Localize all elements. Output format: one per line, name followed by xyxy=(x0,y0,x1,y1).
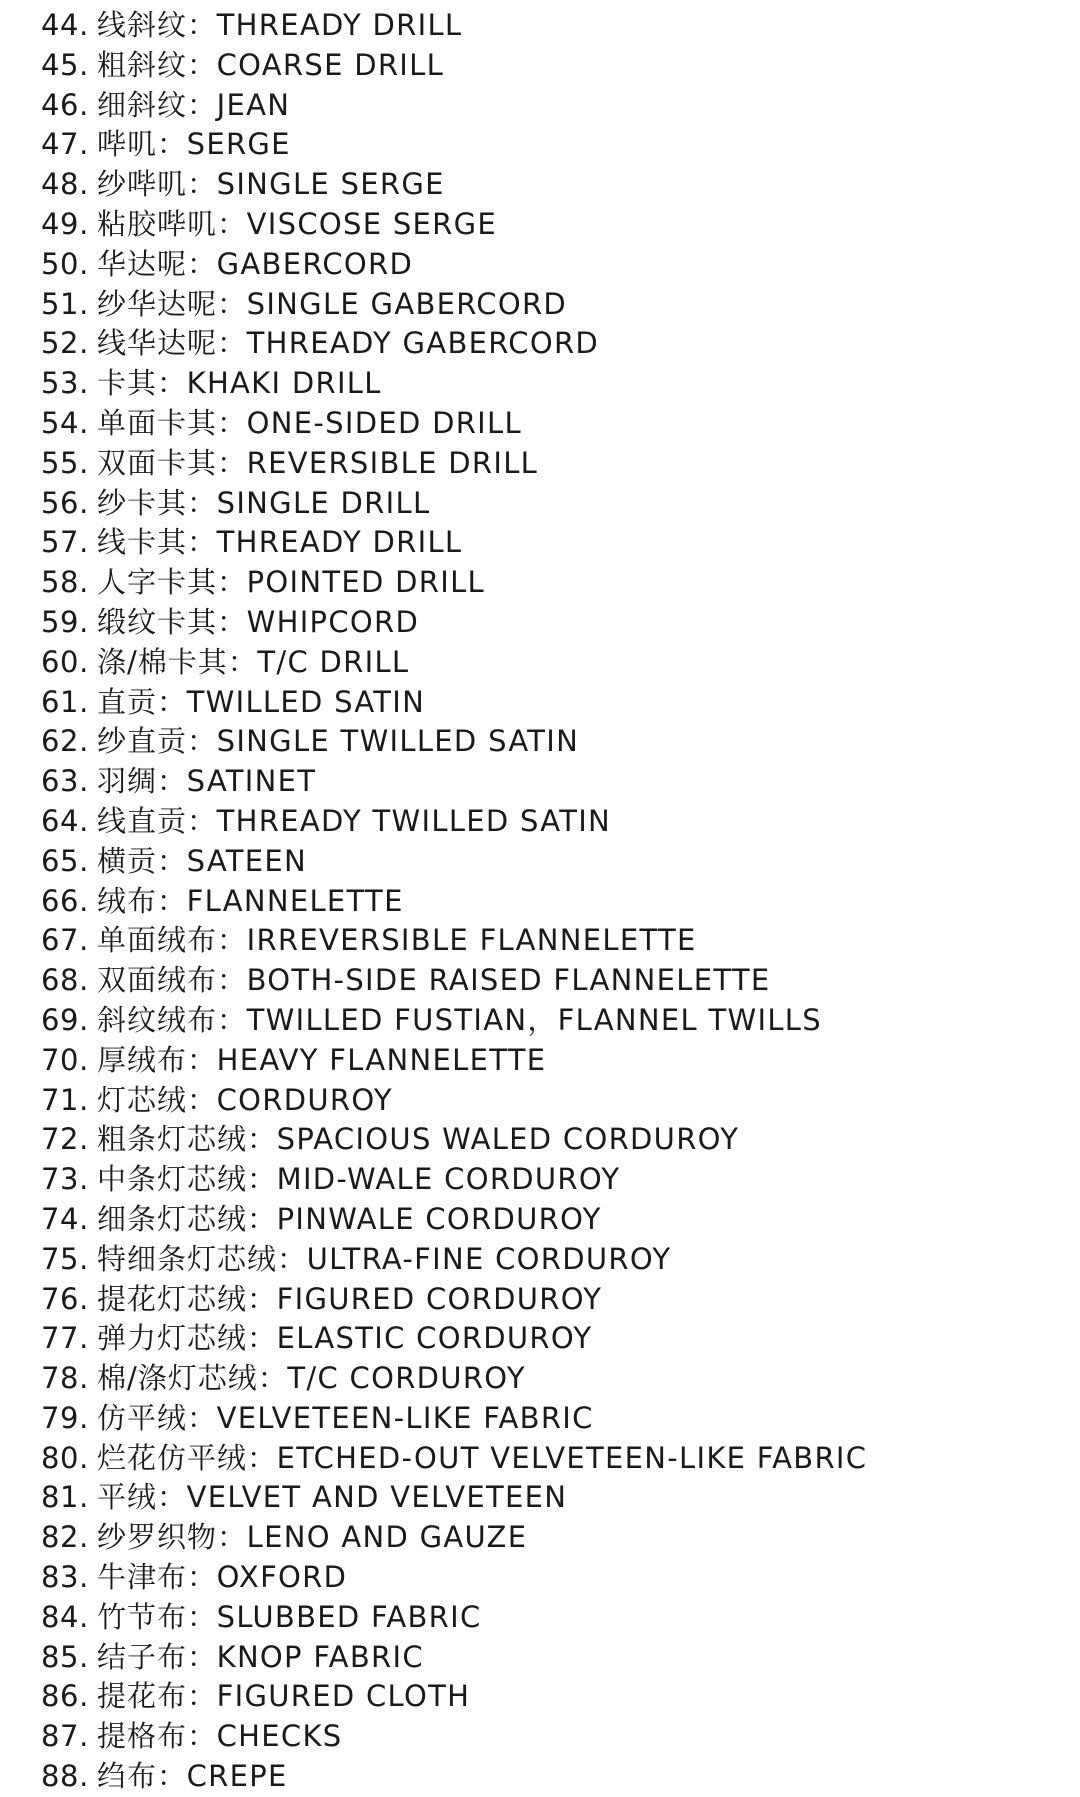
entry-english-term: THREADY GABERCORD xyxy=(246,326,600,361)
entry-chinese-term: 灯芯绒 xyxy=(97,1082,188,1117)
entry-separator: ： xyxy=(217,326,247,361)
entry-separator: ： xyxy=(187,803,217,838)
list-item xyxy=(41,1518,867,1558)
entry-number: 80. xyxy=(41,1440,89,1475)
entry-number: 56. xyxy=(41,485,89,520)
list-item xyxy=(41,683,867,723)
entry-separator: ： xyxy=(157,764,187,799)
entry-separator: ： xyxy=(217,565,247,600)
entry-chinese-term: 双面卡其 xyxy=(97,445,218,480)
list-item xyxy=(41,6,867,46)
entry-chinese-term: 提花布 xyxy=(97,1679,188,1714)
entry-separator: ： xyxy=(187,485,217,520)
entry-english-term: CREPE xyxy=(186,1759,288,1794)
entry-chinese-term: 线直贡 xyxy=(97,803,188,838)
entry-chinese-term: 竹节布 xyxy=(97,1599,188,1634)
entry-chinese-term: 单面绒布 xyxy=(97,923,218,958)
entry-number: 77. xyxy=(41,1321,89,1356)
entry-number: 44. xyxy=(41,8,89,42)
entry-english-term: HEAVY FLANNELETTE xyxy=(216,1042,547,1077)
entry-separator: ： xyxy=(277,1241,307,1276)
entry-english-term: POINTED DRILL xyxy=(246,565,486,600)
entry-separator: ： xyxy=(247,1122,277,1157)
entry-english-term: ONE-SIDED DRILL xyxy=(246,405,522,440)
entry-chinese-term: 直贡 xyxy=(97,684,158,719)
entry-number: 76. xyxy=(41,1281,89,1316)
list-item xyxy=(41,921,867,961)
entry-number: 59. xyxy=(41,604,89,639)
entry-number: 65. xyxy=(41,843,89,878)
entry-chinese-term: 人字卡其 xyxy=(97,565,218,600)
entry-number: 88. xyxy=(41,1759,89,1794)
entry-chinese-term: 缎纹卡其 xyxy=(97,604,218,639)
entry-number: 81. xyxy=(41,1480,89,1515)
entry-separator: ： xyxy=(157,127,187,162)
list-item xyxy=(41,86,867,126)
entry-chinese-term: 提花灯芯绒 xyxy=(97,1281,248,1316)
entry-number: 66. xyxy=(41,883,89,918)
entry-separator: ： xyxy=(157,684,187,719)
list-item xyxy=(41,125,867,165)
entry-english-term: FIGURED CLOTH xyxy=(216,1679,471,1714)
list-item xyxy=(41,1200,867,1240)
entry-number: 54. xyxy=(41,405,89,440)
list-item xyxy=(41,165,867,205)
list-item xyxy=(41,324,867,364)
entry-chinese-term: 烂花仿平绒 xyxy=(97,1440,248,1475)
entry-english-term: VELVET AND VELVETEEN xyxy=(186,1480,568,1515)
entry-english-term: FIGURED CORDUROY xyxy=(276,1281,603,1316)
entry-english-term: GABERCORD xyxy=(216,246,414,281)
list-item xyxy=(41,1558,867,1598)
entry-number: 57. xyxy=(41,525,89,560)
entry-chinese-term: 单面卡其 xyxy=(97,405,218,440)
entry-english-term: THREADY DRILL xyxy=(216,525,463,560)
entry-separator: ： xyxy=(187,1400,217,1435)
entry-english-term: ETCHED-OUT VELVETEEN-LIKE FABRIC xyxy=(276,1440,868,1475)
entry-chinese-term: 粗条灯芯绒 xyxy=(97,1122,248,1157)
entry-number: 84. xyxy=(41,1599,89,1634)
entry-chinese-term: 粗斜纹 xyxy=(97,47,188,82)
entry-english-term: VELVETEEN-LIKE FABRIC xyxy=(216,1400,594,1435)
list-item xyxy=(41,1240,867,1280)
list-item xyxy=(41,484,867,524)
entry-number: 48. xyxy=(41,167,89,202)
entry-number: 74. xyxy=(41,1201,89,1236)
list-item xyxy=(41,1319,867,1359)
entry-chinese-term: 结子布 xyxy=(97,1639,188,1674)
entry-chinese-term: 弹力灯芯绒 xyxy=(97,1321,248,1356)
list-item xyxy=(41,1001,867,1041)
entry-english-term: MID-WALE CORDUROY xyxy=(276,1162,621,1197)
entry-chinese-term: 纱哔叽 xyxy=(97,167,188,202)
entry-english-term: KNOP FABRIC xyxy=(216,1639,424,1674)
entry-english-term: SINGLE DRILL xyxy=(216,485,431,520)
entry-chinese-term: 粘胶哔叽 xyxy=(97,206,218,241)
entry-number: 72. xyxy=(41,1122,89,1157)
list-item xyxy=(41,722,867,762)
entry-separator: ： xyxy=(217,405,247,440)
entry-number: 85. xyxy=(41,1639,89,1674)
entry-number: 82. xyxy=(41,1520,89,1555)
entry-number: 78. xyxy=(41,1361,89,1396)
entry-number: 60. xyxy=(41,644,89,679)
list-item xyxy=(41,762,867,802)
list-item xyxy=(41,1677,867,1717)
entry-chinese-term: 厚绒布 xyxy=(97,1042,188,1077)
entry-separator: ： xyxy=(157,366,187,401)
entry-number: 46. xyxy=(41,87,89,122)
entry-number: 61. xyxy=(41,684,89,719)
entry-separator: ： xyxy=(187,1639,217,1674)
list-item xyxy=(41,1280,867,1320)
entry-english-term: SATEEN xyxy=(186,843,308,878)
list-item xyxy=(41,603,867,643)
entry-separator: ： xyxy=(187,1042,217,1077)
entry-english-term: SPACIOUS WALED CORDUROY xyxy=(276,1122,740,1157)
entry-number: 87. xyxy=(41,1719,89,1754)
entry-separator: ： xyxy=(247,1201,277,1236)
entry-number: 50. xyxy=(41,246,89,281)
entry-english-term: SINGLE GABERCORD xyxy=(246,286,568,321)
list-item xyxy=(41,1399,867,1439)
entry-separator: ： xyxy=(257,1361,288,1396)
entry-separator: ： xyxy=(217,923,247,958)
entry-number: 63. xyxy=(41,764,89,799)
entry-separator: ： xyxy=(217,1002,247,1037)
entry-english-term: TWILLED FUSTIAN，FLANNEL TWILLS xyxy=(246,1002,822,1037)
entry-chinese-term: 细条灯芯绒 xyxy=(97,1201,248,1236)
entry-chinese-term: 绒布 xyxy=(97,883,158,918)
entry-english-term: TWILLED SATIN xyxy=(186,684,426,719)
entry-chinese-term: 纱直贡 xyxy=(97,724,188,759)
entry-separator: ： xyxy=(187,1560,217,1595)
list-item xyxy=(41,882,867,922)
list-item xyxy=(41,444,867,484)
list-item xyxy=(41,643,867,683)
entry-chinese-term: 纱卡其 xyxy=(97,485,188,520)
entry-chinese-term: 细斜纹 xyxy=(97,87,188,122)
entry-number: 79. xyxy=(41,1400,89,1435)
entry-english-term: WHIPCORD xyxy=(246,604,420,639)
entry-separator: ： xyxy=(157,883,187,918)
entry-number: 70. xyxy=(41,1042,89,1077)
entry-number: 75. xyxy=(41,1241,89,1276)
list-item xyxy=(41,1120,867,1160)
entry-separator: ： xyxy=(217,286,247,321)
entry-english-term: T/C CORDUROY xyxy=(287,1361,526,1396)
entry-chinese-term: 涤/棉卡其 xyxy=(97,644,228,679)
entry-chinese-term: 横贡 xyxy=(97,843,158,878)
entry-separator: ： xyxy=(187,47,217,82)
entry-english-term: SLUBBED FABRIC xyxy=(216,1599,482,1634)
list-item xyxy=(41,1478,867,1518)
entry-chinese-term: 提格布 xyxy=(97,1719,188,1754)
entry-english-term: COARSE DRILL xyxy=(216,47,445,82)
entry-separator: ： xyxy=(247,1321,277,1356)
list-item xyxy=(41,563,867,603)
list-item xyxy=(41,842,867,882)
entry-separator: ： xyxy=(187,87,217,122)
entry-number: 73. xyxy=(41,1162,89,1197)
entry-separator: ： xyxy=(187,1719,217,1754)
entry-number: 49. xyxy=(41,206,89,241)
entry-english-term: VISCOSE SERGE xyxy=(246,206,498,241)
entry-number: 83. xyxy=(41,1560,89,1595)
entry-english-term: JEAN xyxy=(216,87,291,122)
list-item xyxy=(41,1439,867,1479)
entry-chinese-term: 线华达呢 xyxy=(97,326,218,361)
list-item xyxy=(41,1598,867,1638)
entry-english-term: SERGE xyxy=(186,127,291,162)
entry-chinese-term: 平绒 xyxy=(97,1480,158,1515)
list-item xyxy=(41,1638,867,1678)
entry-separator: ： xyxy=(157,1759,187,1794)
entry-english-term: LENO AND GAUZE xyxy=(246,1520,528,1555)
entry-number: 67. xyxy=(41,923,89,958)
entry-number: 45. xyxy=(41,47,89,82)
entry-chinese-term: 线斜纹 xyxy=(97,8,188,42)
list-item xyxy=(41,205,867,245)
entry-english-term: PINWALE CORDUROY xyxy=(276,1201,602,1236)
entry-number: 58. xyxy=(41,565,89,600)
entry-separator: ： xyxy=(187,1679,217,1714)
entry-chinese-term: 仿平绒 xyxy=(97,1400,188,1435)
entry-number: 47. xyxy=(41,127,89,162)
entry-separator: ： xyxy=(157,1480,187,1515)
list-item xyxy=(41,1359,867,1399)
list-item xyxy=(41,1757,867,1797)
entry-english-term: CHECKS xyxy=(216,1719,343,1754)
entry-separator: ： xyxy=(187,1599,217,1634)
entry-english-term: REVERSIBLE DRILL xyxy=(246,445,539,480)
entry-separator: ： xyxy=(217,445,247,480)
entry-number: 86. xyxy=(41,1679,89,1714)
entry-separator: ： xyxy=(247,1281,277,1316)
entry-english-term: ULTRA-FINE CORDUROY xyxy=(306,1241,672,1276)
entry-chinese-term: 绉布 xyxy=(97,1759,158,1794)
list-item xyxy=(41,523,867,563)
entry-english-term: FLANNELETTE xyxy=(186,883,404,918)
list-item xyxy=(41,1160,867,1200)
entry-separator: ： xyxy=(227,644,258,679)
list-item xyxy=(41,404,867,444)
list-item xyxy=(41,1081,867,1121)
entry-chinese-term: 棉/涤灯芯绒 xyxy=(97,1361,258,1396)
entry-chinese-term: 卡其 xyxy=(97,366,158,401)
entry-number: 62. xyxy=(41,724,89,759)
entry-number: 64. xyxy=(41,803,89,838)
entry-chinese-term: 纱华达呢 xyxy=(97,286,218,321)
entry-english-term: BOTH-SIDE RAISED FLANNELETTE xyxy=(246,963,771,998)
entry-chinese-term: 华达呢 xyxy=(97,246,188,281)
entry-separator: ： xyxy=(187,525,217,560)
entry-separator: ： xyxy=(187,1082,217,1117)
list-item xyxy=(41,245,867,285)
entry-english-term: IRREVERSIBLE FLANNELETTE xyxy=(246,923,697,958)
entry-english-term: KHAKI DRILL xyxy=(186,366,382,401)
list-item xyxy=(41,802,867,842)
entry-number: 51. xyxy=(41,286,89,321)
entry-chinese-term: 纱罗织物 xyxy=(97,1520,218,1555)
entry-english-term: SINGLE TWILLED SATIN xyxy=(216,724,580,759)
entry-separator: ： xyxy=(217,206,247,241)
entry-separator: ： xyxy=(217,963,247,998)
entry-separator: ： xyxy=(187,167,217,202)
entry-english-term: T/C DRILL xyxy=(257,644,410,679)
entry-chinese-term: 双面绒布 xyxy=(97,963,218,998)
list-item xyxy=(41,961,867,1001)
entry-chinese-term: 哔叽 xyxy=(97,127,158,162)
list-item xyxy=(41,1717,867,1757)
list-item xyxy=(41,364,867,404)
entry-separator: ： xyxy=(157,843,187,878)
entry-english-term: SATINET xyxy=(186,764,317,799)
entry-english-term: SINGLE SERGE xyxy=(216,167,445,202)
entry-english-term: OXFORD xyxy=(216,1560,348,1595)
entry-separator: ： xyxy=(247,1440,277,1475)
entry-chinese-term: 羽绸 xyxy=(97,764,158,799)
list-item xyxy=(41,46,867,86)
entry-english-term: THREADY DRILL xyxy=(216,8,463,42)
entry-separator: ： xyxy=(217,1520,247,1555)
entry-chinese-term: 斜纹绒布 xyxy=(97,1002,218,1037)
list-item xyxy=(41,285,867,325)
entry-chinese-term: 牛津布 xyxy=(97,1560,188,1595)
entry-separator: ： xyxy=(187,724,217,759)
entry-separator: ： xyxy=(247,1162,277,1197)
entry-number: 52. xyxy=(41,326,89,361)
entry-english-term: THREADY TWILLED SATIN xyxy=(216,803,612,838)
glossary-list xyxy=(41,6,867,1797)
entry-number: 55. xyxy=(41,445,89,480)
entry-number: 53. xyxy=(41,366,89,401)
entry-number: 69. xyxy=(41,1002,89,1037)
list-item xyxy=(41,1041,867,1081)
entry-separator: ： xyxy=(187,246,217,281)
entry-english-term: CORDUROY xyxy=(216,1082,393,1117)
entry-chinese-term: 特细条灯芯绒 xyxy=(97,1241,278,1276)
entry-english-term: ELASTIC CORDUROY xyxy=(276,1321,593,1356)
entry-number: 71. xyxy=(41,1082,89,1117)
entry-separator: ： xyxy=(187,8,217,42)
entry-separator: ： xyxy=(217,604,247,639)
entry-chinese-term: 中条灯芯绒 xyxy=(97,1162,248,1197)
entry-number: 68. xyxy=(41,963,89,998)
entry-chinese-term: 线卡其 xyxy=(97,525,188,560)
